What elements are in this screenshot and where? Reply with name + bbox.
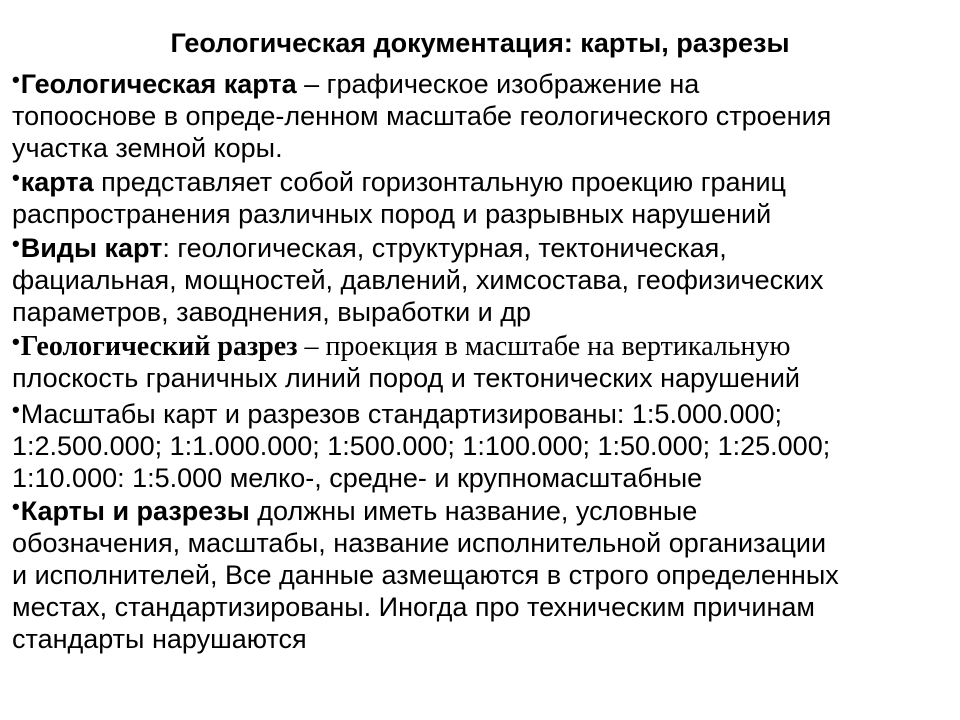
bullet-line: 1:10.000: 1:5.000 мелко-, средне- и крупномасштабные	[12, 463, 703, 493]
bullet-dot-icon: •	[12, 397, 20, 422]
term-bold: Геологический разрез	[20, 331, 298, 362]
bullet-text: : геологическая, структурная, тектоническая,	[162, 233, 727, 263]
bullet-line	[12, 68, 831, 100]
bullet-dot-icon: •	[12, 231, 20, 256]
bullet-line: и исполнителей, Все данные азмещаются в строго определенных	[12, 560, 839, 590]
bullet-map-projection	[12, 166, 786, 230]
bullet-line: стандарты нарушаются	[12, 624, 307, 654]
bullet-dot-icon: •	[12, 494, 20, 519]
bullet-line: распространения различных пород и разрывных нарушений	[12, 199, 772, 229]
bullet-text: должны иметь название, условные	[249, 496, 698, 526]
bullet-line: 1:2.500.000; 1:1.000.000; 1:500.000; 1:100.000; 1:50.000; 1:25.000;	[12, 431, 831, 461]
bullet-line	[12, 166, 786, 198]
bullet-text: – проекция в масштабе на вертикальную	[297, 331, 791, 362]
bullet-dot-icon: •	[12, 165, 20, 190]
bullet-text: – графическое изображение на	[296, 69, 700, 99]
bullet-text: Масштабы карт и разрезов стандартизированы: 1:5.000.000;	[20, 399, 783, 429]
bullet-scales	[12, 398, 830, 494]
bullet-line: фациальная, мощностей, давлений, химсостава, геофизических	[12, 265, 824, 295]
bullet-line	[12, 232, 824, 264]
term-bold: Геологическая карта	[20, 69, 297, 99]
bullet-line: местах, стандартизированы. Иногда про техническим причинам	[12, 592, 815, 622]
bullet-line	[12, 330, 800, 362]
bullet-dot-icon: •	[12, 67, 20, 92]
term-bold: Карты и разрезы	[20, 496, 250, 526]
bullet-line: топооснове в опреде-ленном масштабе геологического строения	[12, 101, 832, 131]
bullet-dot-icon: •	[12, 329, 20, 354]
bullet-maps-requirements	[12, 495, 839, 655]
bullet-line: плоскость граничных линий пород и тектонических нарушений	[12, 363, 800, 393]
bullet-line: параметров, заводнения, выработки и др	[12, 297, 532, 327]
bullet-line	[12, 398, 830, 430]
term-bold: Виды карт	[20, 233, 163, 263]
bullet-line: участка земной коры.	[12, 133, 283, 163]
bullet-map-types	[12, 232, 824, 328]
bullet-geological-map	[12, 68, 831, 164]
term-bold: карта	[20, 167, 94, 197]
bullet-geological-section	[12, 330, 800, 394]
slide-title: Геологическая документация: карты, разрезы	[170, 28, 790, 58]
bullet-text: представляет собой горизонтальную проекцию границ	[93, 167, 787, 197]
bullet-line: обозначения, масштабы, название исполнительной организации	[12, 528, 827, 558]
bullet-line	[12, 495, 839, 527]
